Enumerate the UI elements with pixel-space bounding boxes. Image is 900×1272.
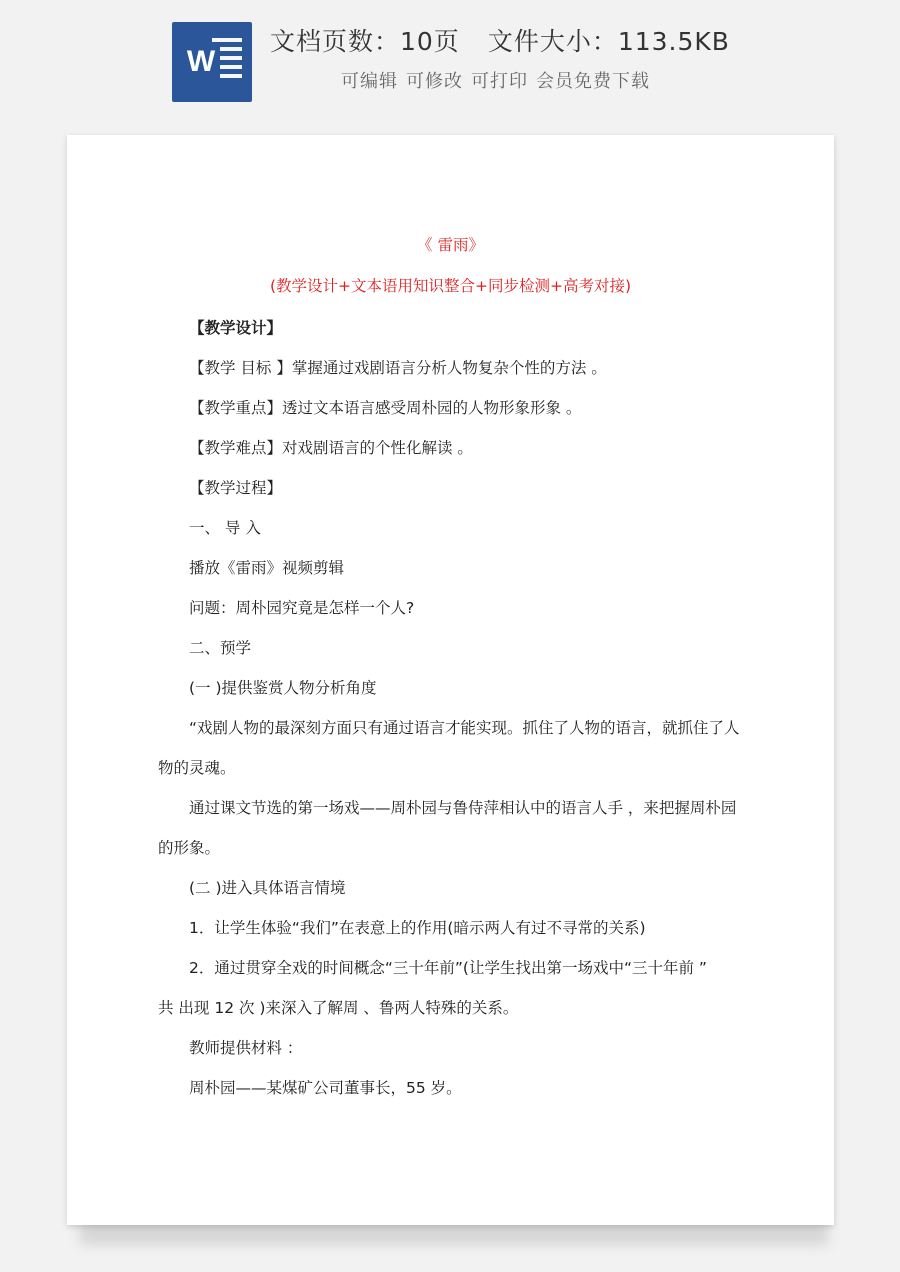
paragraph-scene-line-1: 通过课文节选的第一场戏——周朴园与鲁侍萍相认中的语言人手 ，来把握周朴园	[189, 799, 737, 817]
section-heading-process: 【教学过程】	[189, 479, 283, 497]
section-heading-design: 【教学设计】	[189, 319, 283, 337]
paragraph-quote-line-2: 物的灵魂。	[158, 759, 236, 777]
paragraph-scene-line-2: 的形象。	[158, 839, 221, 857]
page-count: 文档页数：10页	[270, 27, 460, 56]
paragraph-quote-line-1: “戏剧人物的最深刻方面只有通过语言才能实现。抓住了人物的语言，就抓住了人	[189, 719, 740, 737]
feature-free-download: 会员免费下载	[536, 71, 650, 92]
paragraph-character: 周朴园——某煤矿公司董事长，55 岁。	[189, 1079, 462, 1097]
feature-list	[341, 67, 650, 93]
paragraph-materials: 教师提供材料 ：	[189, 1039, 303, 1057]
word-document-icon	[172, 22, 252, 102]
download-header	[0, 0, 900, 120]
list-item-2-line-1: 2．通过贯穿全戏的时间概念“三十年前”(让学生找出第一场戏中“三十年前 ”	[189, 959, 707, 977]
step-introduction: 一、 导 入	[189, 519, 261, 537]
feature-editable: 可编辑	[341, 71, 398, 92]
subsection-analysis-angle: (一 )提供鉴赏人物分析角度	[189, 679, 377, 697]
file-info	[270, 22, 730, 58]
teaching-goal: 【教学 目标 】掌握通过戏剧语言分析人物复杂个性的方法 。	[189, 359, 607, 377]
teaching-difficulty: 【教学难点】对戏剧语言的个性化解读 。	[189, 439, 473, 457]
subsection-language-context: (二 )进入具体语言情境	[189, 879, 346, 897]
feature-printable: 可打印	[471, 71, 528, 92]
document-subtitle: (教学设计+文本语用知识整合+同步检测+高考对接)	[269, 277, 632, 295]
list-item-2-line-2: 共 出现 12 次 )来深入了解周 、鲁两人特殊的关系。	[158, 999, 519, 1017]
document-page	[67, 135, 834, 1225]
paragraph-video: 播放《雷雨》视频剪辑	[189, 559, 345, 577]
word-letter: W	[182, 43, 220, 81]
step-preview: 二、预学	[189, 639, 252, 657]
teaching-focus: 【教学重点】透过文本语言感受周朴园的人物形象形象 。	[189, 399, 582, 417]
list-item-1: 1．让学生体验“我们”在表意上的作用(暗示两人有过不寻常的关系)	[189, 919, 646, 937]
file-size: 文件大小：113.5KB	[487, 27, 730, 56]
document-title: 《 雷雨》	[417, 236, 484, 254]
feature-modifiable: 可修改	[406, 71, 463, 92]
paragraph-question: 问题：周朴园究竟是怎样一个人?	[189, 599, 415, 617]
